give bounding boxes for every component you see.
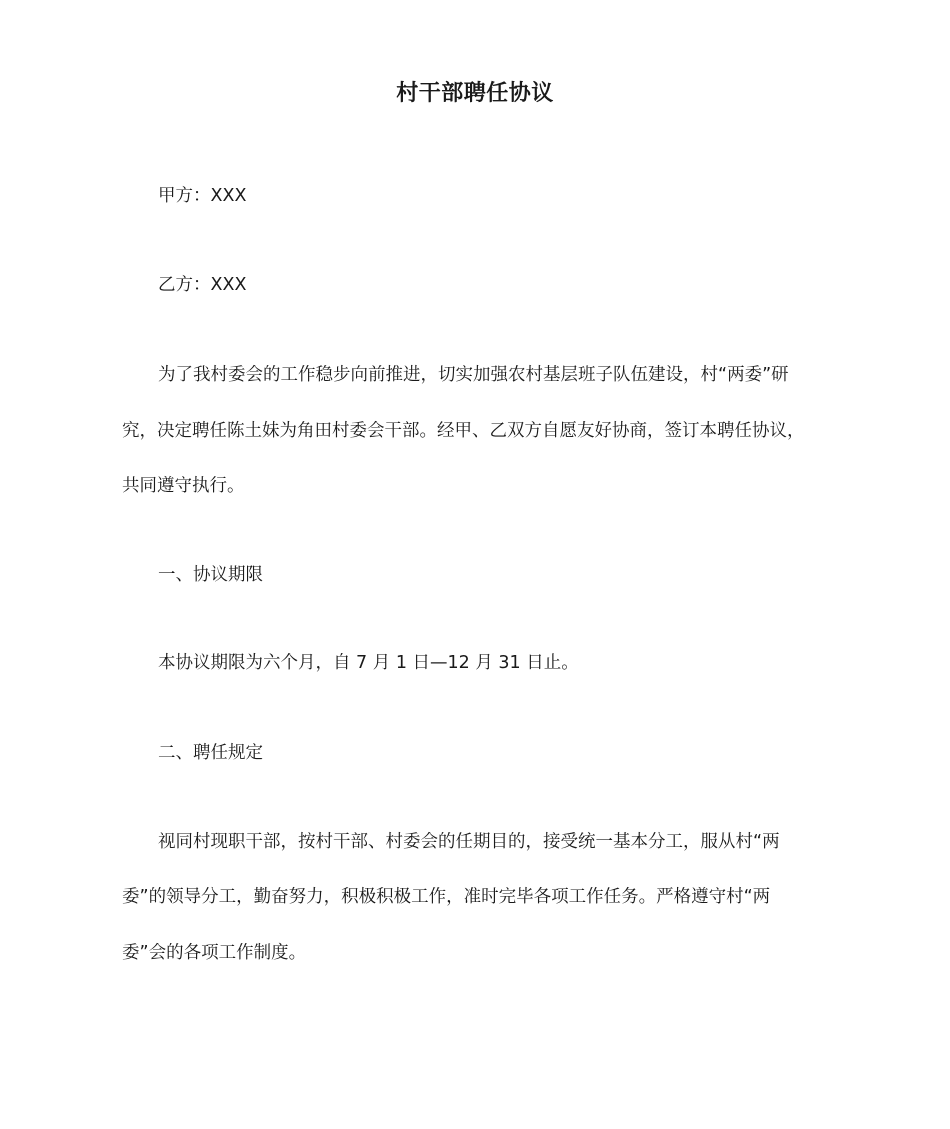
section-2-body-line-1: 视同村现职干部，按村干部、村委会的任期目的，接受统一基本分工，服从村“两 — [158, 832, 780, 852]
document-title: 村干部聘任协议 — [396, 81, 554, 106]
section-2-heading: 二、聘任规定 — [158, 743, 263, 763]
section-2-body-line-2: 委”的领导分工，勤奋努力，积极积极工作，准时完毕各项工作任务。严格遵守村“两 — [122, 887, 771, 907]
intro-line-3: 共同遵守执行。 — [122, 476, 245, 496]
section-2-body-line-3: 委”会的各项工作制度。 — [122, 943, 307, 963]
intro-line-2: 究，决定聘任陈土妹为角田村委会干部。经甲、乙双方自愿友好协商，签订本聘任协议， — [122, 421, 805, 441]
section-1-body: 本协议期限为六个月，自 7 月 1 日—12 月 31 日止。 — [158, 653, 579, 673]
party-b: 乙方：XXX — [158, 275, 247, 295]
section-1-heading: 一、协议期限 — [158, 565, 263, 585]
intro-line-1: 为了我村委会的工作稳步向前推进，切实加强农村基层班子队伍建设，村“两委”研 — [158, 365, 789, 385]
party-a: 甲方：XXX — [158, 186, 247, 206]
